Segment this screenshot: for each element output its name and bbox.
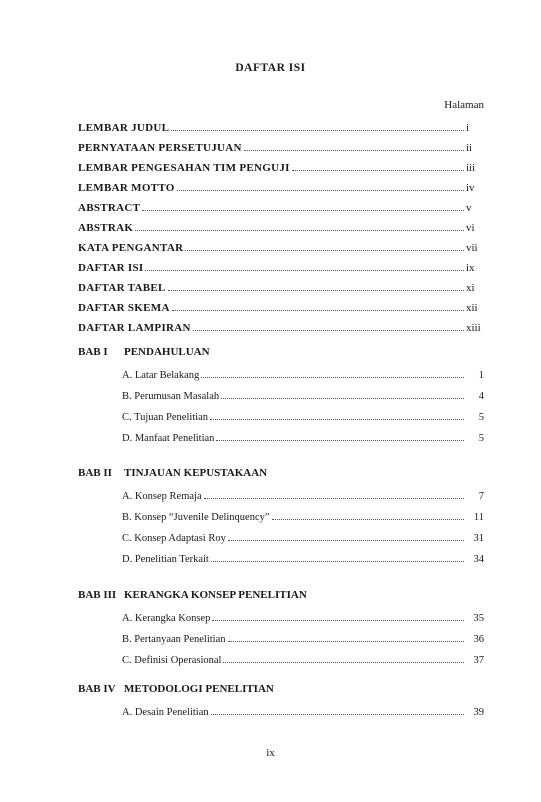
page-title: DAFTAR ISI <box>235 62 306 74</box>
dot-leader <box>193 321 464 331</box>
toc-entry-page: 37 <box>473 655 484 666</box>
toc-sub-entry <box>122 389 484 403</box>
toc-entry-page: 34 <box>473 554 484 565</box>
dot-leader <box>272 510 464 520</box>
toc-entry-label: C. Tujuan Penelitian <box>122 412 209 423</box>
toc-sub-entry <box>122 510 484 524</box>
dot-leader <box>145 261 464 271</box>
toc-entry-label: ABSTRACT <box>78 202 141 214</box>
toc-entry-page: vi <box>466 222 475 234</box>
toc-entry-label: D. Manfaat Penelitian <box>122 433 215 444</box>
chapter-number: BAB IV <box>78 683 116 695</box>
toc-sub-entry <box>122 705 484 719</box>
dot-leader <box>216 431 464 441</box>
toc-entry-label: B. Perumusan Masalah <box>122 391 220 402</box>
toc-entry-label: C. Konsep Adaptasi Roy <box>122 533 226 544</box>
chapter-heading <box>78 683 274 695</box>
toc-sub-entry <box>122 531 484 545</box>
toc-sub-entry <box>122 552 484 566</box>
toc-main-entry <box>78 121 484 135</box>
toc-entry-page: iv <box>466 182 475 194</box>
toc-entry-label: DAFTAR ISI <box>78 262 144 274</box>
chapter-heading <box>78 589 307 601</box>
dot-leader <box>211 705 464 715</box>
toc-entry-page: 5 <box>478 412 484 423</box>
dot-leader <box>177 181 464 191</box>
dot-leader <box>168 281 464 291</box>
dot-leader <box>228 531 464 541</box>
toc-entry-page: ix <box>466 262 475 274</box>
toc-main-entry <box>78 201 484 215</box>
toc-entry-page: 1 <box>478 370 484 381</box>
toc-entry-label: LEMBAR JUDUL <box>78 122 170 134</box>
chapter-heading <box>78 467 267 479</box>
dot-leader <box>171 121 464 131</box>
chapter-title: PENDAHULUAN <box>124 346 210 358</box>
toc-entry-page: xii <box>466 302 478 314</box>
toc-entry-label: DAFTAR LAMPIRAN <box>78 322 191 334</box>
chapter-number: BAB II <box>78 467 112 479</box>
toc-main-entry <box>78 261 484 275</box>
toc-entry-label: DAFTAR TABEL <box>78 282 166 294</box>
toc-main-entry <box>78 241 484 255</box>
toc-entry-page: ii <box>466 142 473 154</box>
toc-entry-label: DAFTAR SKEMA <box>78 302 170 314</box>
toc-entry-page: xiii <box>466 322 481 334</box>
dot-leader <box>201 368 464 378</box>
dot-leader <box>212 611 464 621</box>
toc-main-entry <box>78 221 484 235</box>
toc-entry-page: 5 <box>478 433 484 444</box>
dot-leader <box>292 161 464 171</box>
chapter-number: BAB I <box>78 346 108 358</box>
chapter-title: METODOLOGI PENELITIAN <box>124 683 274 695</box>
toc-entry-page: vii <box>466 242 478 254</box>
toc-main-entry <box>78 301 484 315</box>
dot-leader <box>185 241 464 251</box>
toc-entry-page: 7 <box>478 491 484 502</box>
toc-entry-page: iii <box>466 162 476 174</box>
dot-leader <box>244 141 464 151</box>
dot-leader <box>211 552 464 562</box>
toc-entry-label: LEMBAR MOTTO <box>78 182 175 194</box>
toc-entry-label: ABSTRAK <box>78 222 134 234</box>
toc-entry-label: B. Pertanyaan Penelitian <box>122 634 226 645</box>
toc-entry-page: i <box>466 122 470 134</box>
page-number: ix <box>266 747 275 759</box>
toc-sub-entry <box>122 368 484 382</box>
toc-entry-label: PERNYATAAN PERSETUJUAN <box>78 142 242 154</box>
toc-entry-page: 11 <box>473 512 484 523</box>
chapter-title: TINJAUAN KEPUSTAKAAN <box>124 467 268 479</box>
dot-leader <box>228 632 464 642</box>
toc-main-entry <box>78 181 484 195</box>
dot-leader <box>204 489 464 499</box>
toc-entry-page: v <box>466 202 472 214</box>
toc-main-entry <box>78 141 484 155</box>
toc-entry-page: 31 <box>473 533 484 544</box>
toc-entry-label: A. Desain Penelitian <box>122 707 209 718</box>
toc-entry-page: 36 <box>473 634 484 645</box>
toc-sub-entry <box>122 489 484 503</box>
toc-entry-label: B. Konsep “Juvenile Delinquency” <box>122 512 270 523</box>
toc-entry-label: A. Latar Belakang <box>122 370 200 381</box>
dot-leader <box>142 201 464 211</box>
dot-leader <box>223 653 464 663</box>
toc-sub-entry <box>122 431 484 445</box>
toc-sub-entry <box>122 653 484 667</box>
chapter-heading <box>78 346 210 358</box>
toc-sub-entry <box>122 410 484 424</box>
toc-entry-label: LEMBAR PENGESAHAN TIM PENGUJI <box>78 162 290 174</box>
toc-entry-page: 39 <box>473 707 484 718</box>
toc-main-entry <box>78 281 484 295</box>
toc-main-entry <box>78 321 484 335</box>
toc-sub-entry <box>122 611 484 625</box>
dot-leader <box>135 221 464 231</box>
toc-main-entry <box>78 161 484 175</box>
chapter-title: KERANGKA KONSEP PENELITIAN <box>124 589 307 601</box>
dot-leader <box>172 301 464 311</box>
chapter-number: BAB III <box>78 589 117 601</box>
toc-entry-label: C. Definisi Operasional <box>122 655 222 666</box>
halaman-column-header: Halaman <box>444 99 484 111</box>
toc-entry-label: KATA PENGANTAR <box>78 242 184 254</box>
toc-entry-page: 35 <box>473 613 484 624</box>
toc-entry-page: 4 <box>478 391 484 402</box>
toc-entry-label: A. Konsep Remaja <box>122 491 202 502</box>
toc-sub-entry <box>122 632 484 646</box>
toc-entry-page: xi <box>466 282 475 294</box>
toc-entry-label: A. Kerangka Konsep <box>122 613 211 624</box>
dot-leader <box>221 389 464 399</box>
toc-entry-label: D. Penelitian Terkait <box>122 554 209 565</box>
dot-leader <box>210 410 464 420</box>
